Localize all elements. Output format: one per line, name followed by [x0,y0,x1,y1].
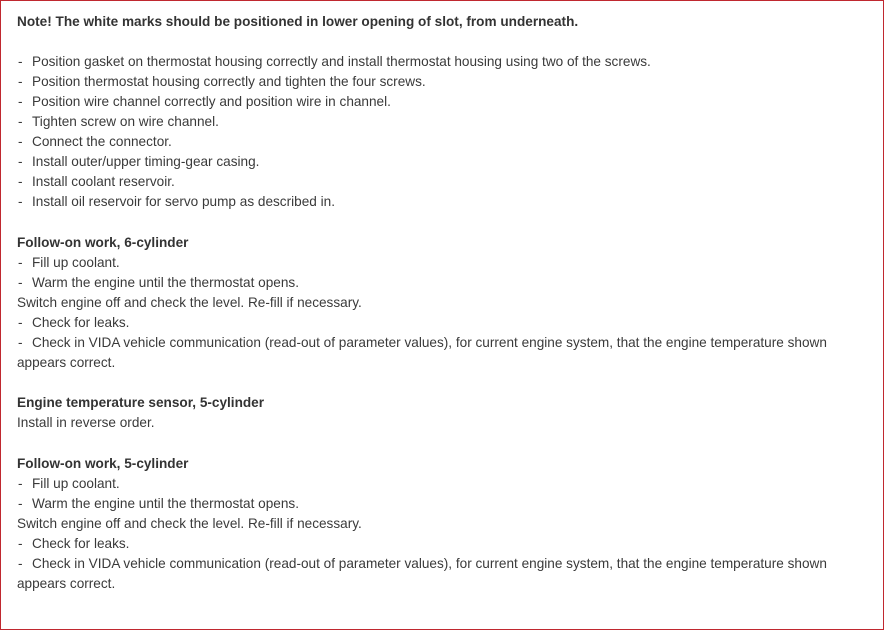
list-item [17,494,875,514]
dash-marker: - [18,255,23,270]
list-item [17,554,875,574]
dash-marker: - [18,556,23,571]
step-text: Position gasket on thermostat housing correctly and install thermostat housing using two of the screws. [32,54,651,69]
dash-marker: - [18,335,23,350]
section-heading-5-cylinder: Follow-on work, 5-cylinder [17,456,189,471]
step-item [17,72,875,92]
step-item [17,172,875,192]
step-item [17,92,875,112]
dash-marker: - [18,315,23,330]
dash-marker: - [18,496,23,511]
step-text: Position thermostat housing correctly and tighten the four screws. [32,74,426,89]
list-item-text: Fill up coolant. [32,255,120,270]
list-item [17,313,875,333]
list-item [17,333,875,353]
step-item [17,152,875,172]
list-item-text: Warm the engine until the thermostat opens. [32,275,299,290]
list-item [17,273,875,293]
step-text: Install outer/upper timing-gear casing. [32,154,260,169]
step-text: Install coolant reservoir. [32,174,175,189]
spacer [17,373,875,393]
list-item-text: Fill up coolant. [32,476,120,491]
dash-marker: - [18,114,23,129]
spacer [17,433,875,454]
step-item [17,52,875,72]
step-text: Tighten screw on wire channel. [32,114,219,129]
step-text: Connect the connector. [32,134,172,149]
dash-marker: - [18,275,23,290]
step-text: Install oil reservoir for servo pump as described in. [32,194,335,209]
dash-marker: - [18,134,23,149]
step-item [17,112,875,132]
list-item-text: Check in VIDA vehicle communication (read-out of parameter values), for current engine system, that the engine temperature shown [32,556,827,571]
list-item-text: Check for leaks. [32,315,130,330]
step-item [17,132,875,152]
dash-marker: - [18,536,23,551]
spacer [17,32,875,52]
list-item-continuation: appears correct. [17,355,116,370]
document-content [17,12,875,594]
list-item-continuation: appears correct. [17,576,116,591]
spacer [17,212,875,233]
list-item [17,474,875,494]
dash-marker: - [18,54,23,69]
plain-text: Install in reverse order. [17,415,155,430]
plain-text: Switch engine off and check the level. Re-fill if necessary. [17,516,362,531]
section-heading-sensor-5-cylinder: Engine temperature sensor, 5-cylinder [17,395,265,410]
section-heading-6-cylinder: Follow-on work, 6-cylinder [17,235,189,250]
list-item-text: Check for leaks. [32,536,130,551]
note-text: Note! The white marks should be positioned in lower opening of slot, from underneath. [17,14,579,29]
list-item [17,534,875,554]
dash-marker: - [18,74,23,89]
dash-marker: - [18,174,23,189]
dash-marker: - [18,94,23,109]
dash-marker: - [18,476,23,491]
list-item [17,253,875,273]
step-text: Position wire channel correctly and position wire in channel. [32,94,391,109]
dash-marker: - [18,154,23,169]
plain-text: Switch engine off and check the level. Re-fill if necessary. [17,295,362,310]
step-item [17,192,875,212]
list-item-text: Warm the engine until the thermostat opens. [32,496,299,511]
list-item-text: Check in VIDA vehicle communication (read-out of parameter values), for current engine system, that the engine temperature shown [32,335,827,350]
dash-marker: - [18,194,23,209]
